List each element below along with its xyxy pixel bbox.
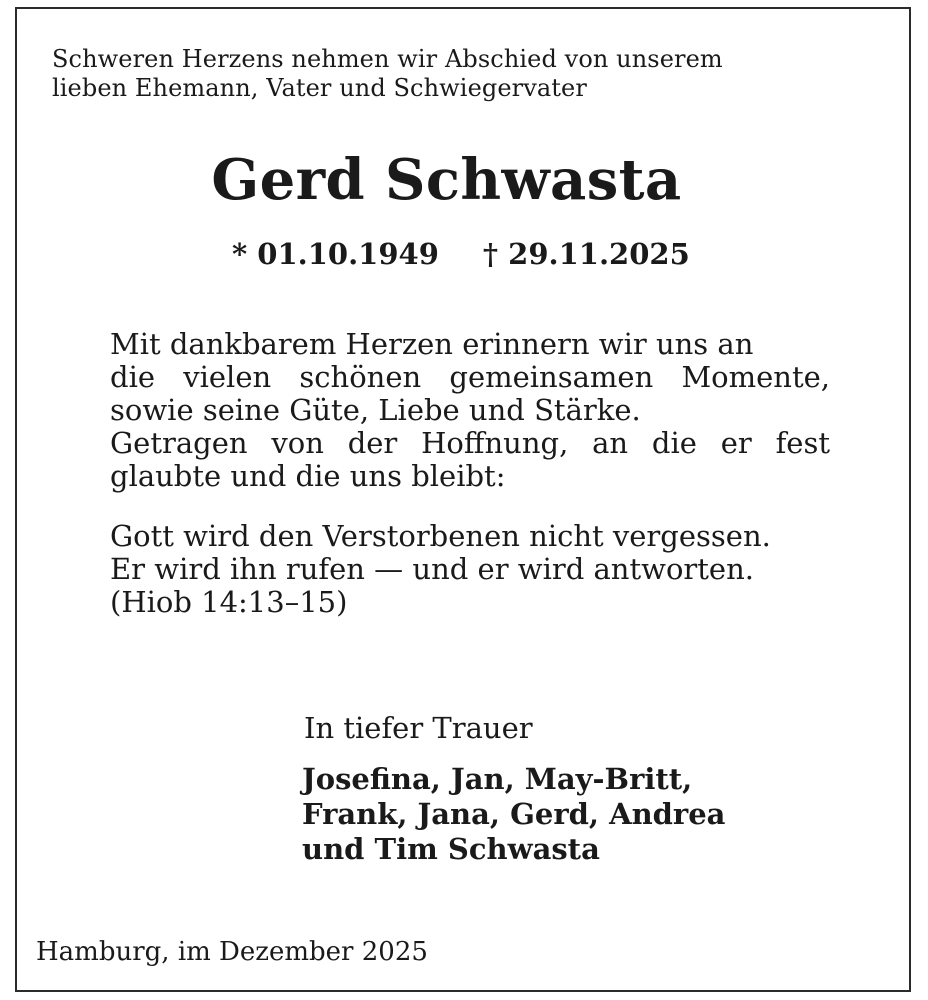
memorial-line: Mit dankbarem Herzen erinnern wir uns an (110, 327, 754, 361)
memorial-line: glaubte und die uns bleibt: (110, 459, 506, 493)
mourners-list (302, 762, 725, 867)
mourners-line: Josefina, Jan, May-Britt, (302, 762, 693, 796)
deceased-name: Gerd Schwasta (211, 147, 682, 213)
bible-verse (110, 520, 830, 619)
mourning-label: In tiefer Trauer (304, 711, 533, 745)
verse-line: Gott wird den Verstorbenen nicht vergessen. (110, 519, 771, 553)
place-and-date: Hamburg, im Dezember 2025 (36, 937, 428, 967)
mourners-line: und Tim Schwasta (302, 832, 600, 866)
intro-text (52, 45, 852, 103)
mourners-line: Frank, Jana, Gerd, Andrea (302, 797, 726, 831)
intro-line: lieben Ehemann, Vater und Schwiegervater (52, 74, 587, 102)
memorial-text (110, 328, 830, 493)
verse-reference: (Hiob 14:13–15) (110, 585, 348, 619)
memorial-line: Getragen von der Hoffnung, an die er fest (110, 426, 830, 460)
life-dates (232, 236, 690, 272)
birth-date: * 01.10.1949 (232, 237, 439, 271)
verse-line: Er wird ihn rufen — und er wird antworten. (110, 552, 754, 586)
intro-line: Schweren Herzens nehmen wir Abschied von unserem (52, 45, 723, 73)
death-date: † 29.11.2025 (482, 237, 690, 271)
memorial-line: die vielen schönen gemeinsamen Momente, (110, 360, 830, 394)
memorial-line: sowie seine Güte, Liebe und Stärke. (110, 393, 641, 427)
